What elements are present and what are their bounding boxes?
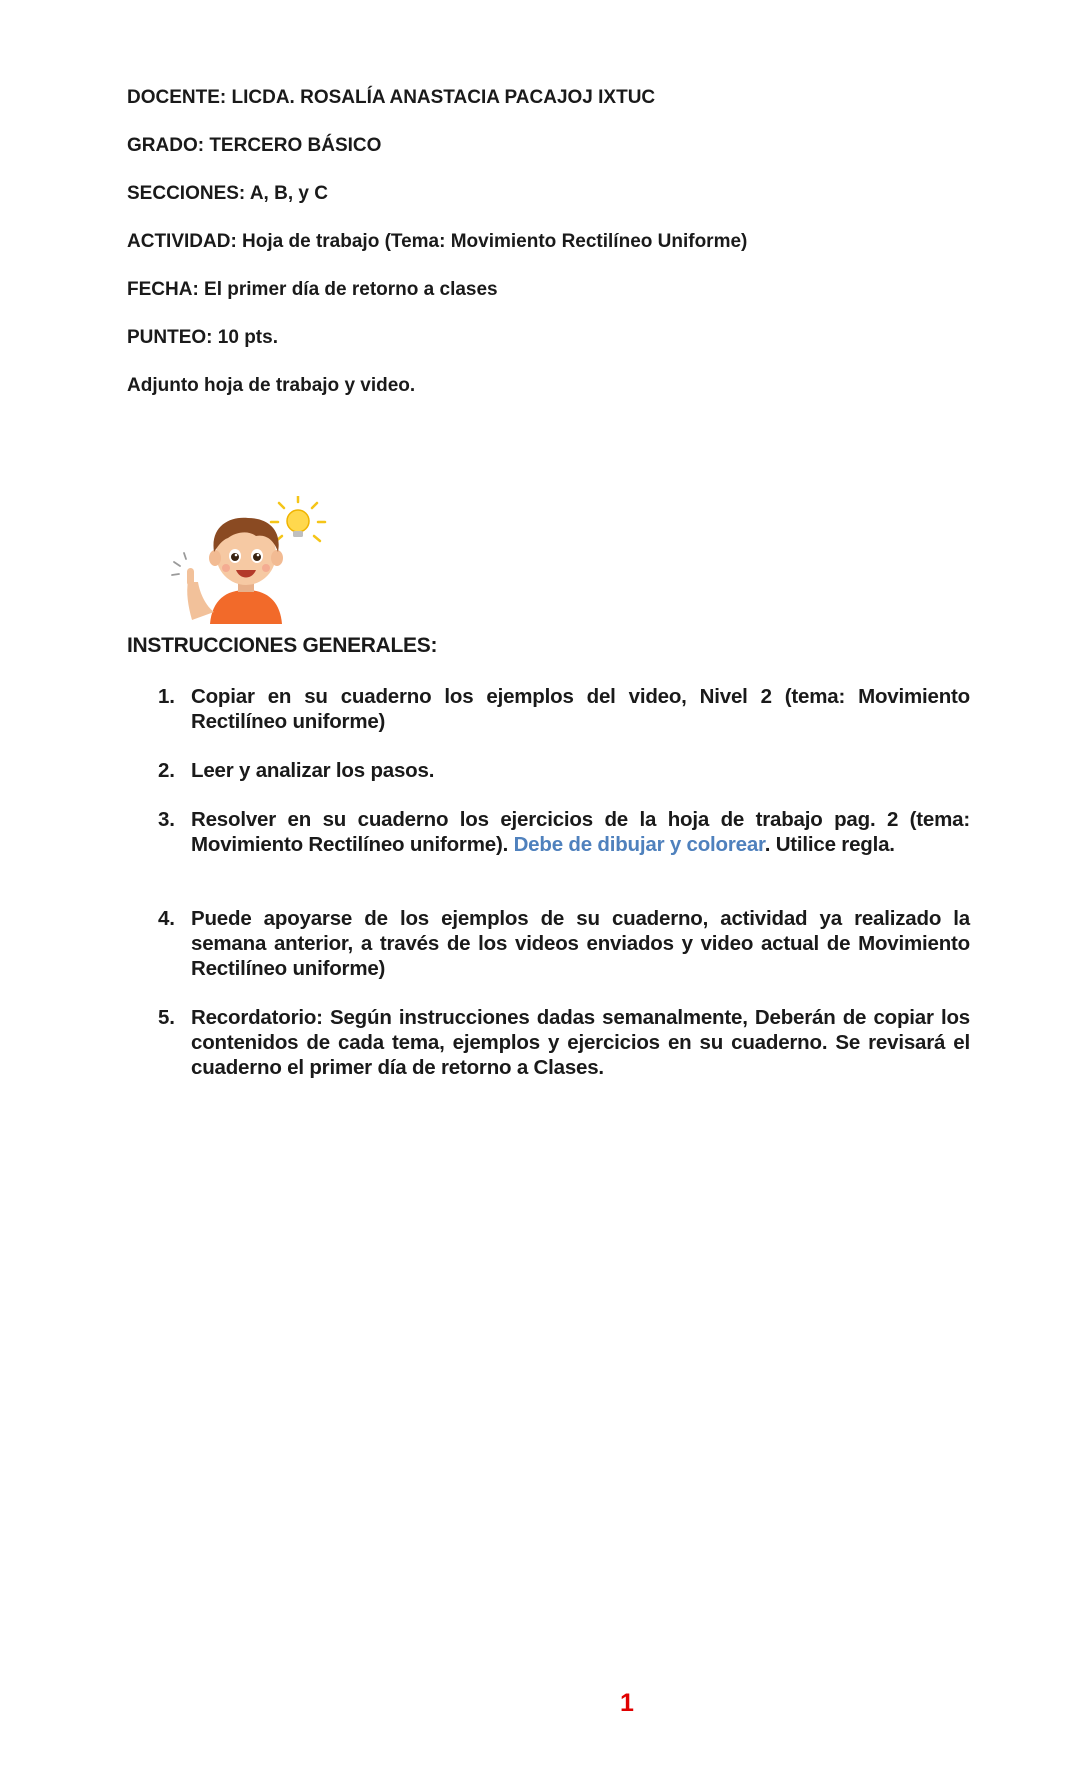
child-with-lightbulb-icon xyxy=(170,496,330,624)
instructions-title: INSTRUCCIONES GENERALES: xyxy=(127,634,438,657)
score-line: PUNTEO: 10 pts. xyxy=(127,327,278,348)
item-text: Resolver en su cuaderno los ejercicios de la hoja de trabajo pag. 2 (tema: Movimiento Rectilíneo uniforme). xyxy=(191,808,970,856)
item-number: 2. xyxy=(158,759,175,782)
highlighted-text: Debe de dibujar y colorear xyxy=(513,833,765,856)
item-number: 1. xyxy=(158,685,175,708)
item-text: Leer y analizar los pasos. xyxy=(191,759,435,782)
instructions-list xyxy=(158,684,970,1080)
list-item xyxy=(158,1005,970,1080)
sections-line: SECCIONES: A, B, y C xyxy=(127,183,328,204)
list-item xyxy=(158,758,970,783)
list-item xyxy=(158,684,970,734)
list-item xyxy=(158,807,970,857)
item-number: 5. xyxy=(158,1006,175,1029)
attachment-line: Adjunto hoja de trabajo y video. xyxy=(127,375,416,396)
item-text: Puede apoyarse de los ejemplos de su cuaderno, actividad ya realizado la semana anterior, a través de los videos enviados y video actual de Movimiento Rectilíneo uniforme) xyxy=(191,907,970,980)
item-number: 3. xyxy=(158,808,175,831)
activity-line: ACTIVIDAD: Hoja de trabajo (Tema: Movimiento Rectilíneo Uniforme) xyxy=(127,231,748,252)
list-item xyxy=(158,906,970,981)
item-text: Copiar en su cuaderno los ejemplos del video, Nivel 2 (tema: Movimiento Rectilíneo uniforme) xyxy=(191,685,970,733)
document-header xyxy=(127,86,967,422)
teacher-line: DOCENTE: LICDA. ROSALÍA ANASTACIA PACAJOJ IXTUC xyxy=(127,87,656,108)
page-number: 1 xyxy=(620,1689,634,1717)
item-text: Recordatorio: Según instrucciones dadas semanalmente, Deberán de copiar los contenidos de cada tema, ejemplos y ejercicios en su cuaderno. Se revisará el cuaderno el primer día de retorno a Clases. xyxy=(191,1006,970,1079)
grade-line: GRADO: TERCERO BÁSICO xyxy=(127,135,382,156)
item-text-end: . Utilice regla. xyxy=(764,833,895,856)
date-line: FECHA: El primer día de retorno a clases xyxy=(127,279,498,300)
item-number: 4. xyxy=(158,907,175,930)
